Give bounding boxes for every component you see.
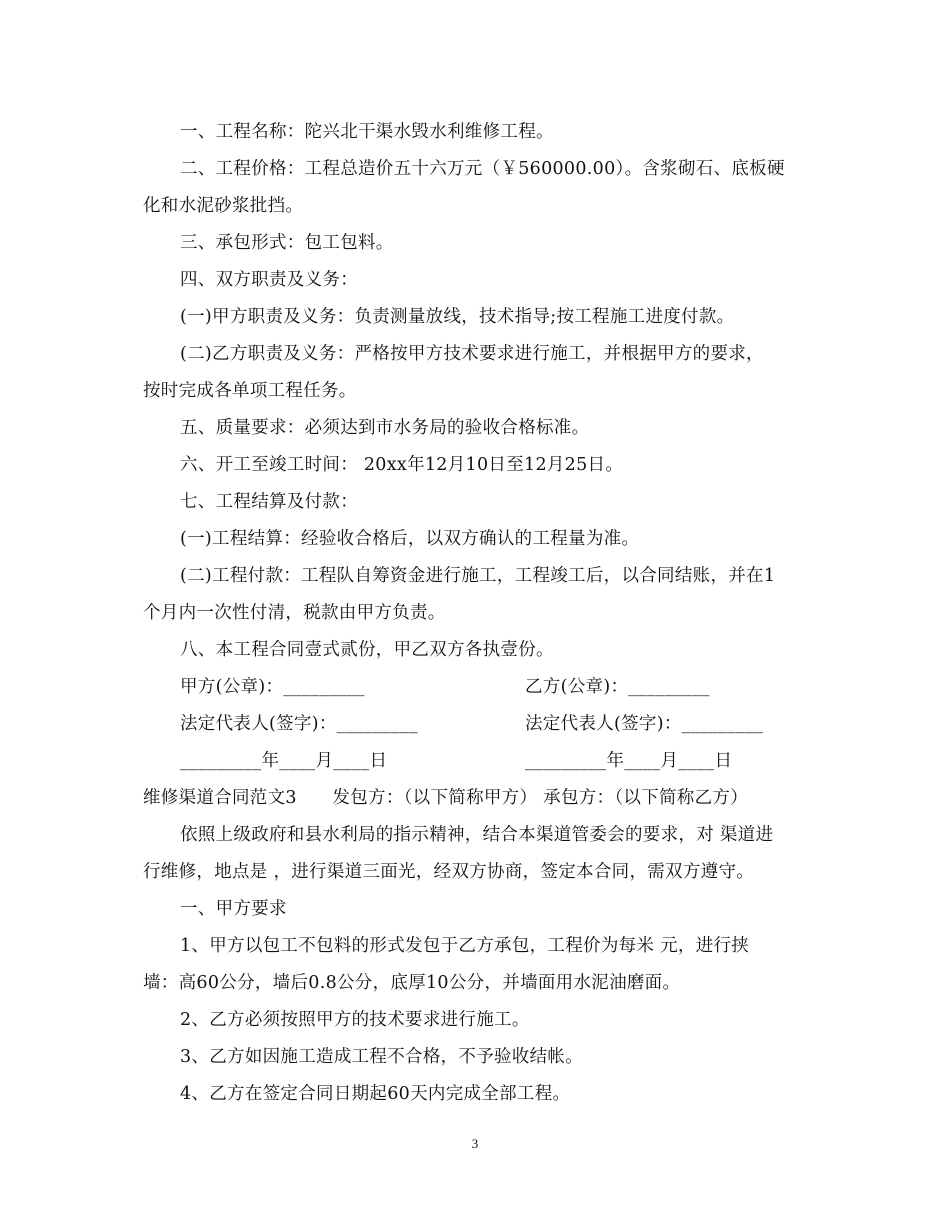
clause-project-name: 一、工程名称：陀兴北干渠水毁水利维修工程。 — [180, 122, 554, 142]
section-title-contract-3: 维修渠道合同范文3 发包方：（以下简称甲方） 承包方：（以下简称乙方） — [143, 788, 748, 808]
party-a-seal-field: 甲方(公章)：_________ — [180, 677, 365, 697]
intro-paragraph-cont: 行维修，地点是 ，进行渠道三面光，经双方协商，签定本合同，需双方遵守。 — [143, 862, 755, 882]
signature-row-seal — [0, 675, 950, 699]
requirement-4: 4、乙方在签定合同日期起60天内完成全部工程。 — [180, 1084, 571, 1104]
requirement-2: 2、乙方必须按照甲方的技术要求进行施工。 — [180, 1010, 530, 1030]
intro-paragraph: 依照上级政府和县水利局的指示精神，结合本渠道管委会的要求，对 渠道进 — [180, 825, 774, 845]
clause-schedule: 六、开工至竣工时间： 20xx年12月10日至12月25日。 — [180, 455, 624, 475]
clause-copies: 八、本工程合同壹式贰份，甲乙双方各执壹份。 — [180, 640, 554, 660]
party-b-rep-field: 法定代表人(签字)：_________ — [525, 714, 764, 734]
party-b-date-field: _________年____月____日 — [525, 751, 733, 771]
party-a-requirements-heading: 一、甲方要求 — [180, 899, 287, 919]
signature-row-date — [0, 749, 950, 773]
clause-contract-form: 三、承包形式：包工包料。 — [180, 233, 394, 253]
clause-project-price-cont: 化和水泥砂浆批挡。 — [143, 196, 304, 216]
requirement-1-cont: 墙：高60公分，墙后0.8公分，底厚10公分，并墙面用水泥油磨面。 — [143, 973, 681, 993]
clause-party-b-duties-cont: 按时完成各单项工程任务。 — [143, 381, 357, 401]
clause-payment-cont: 个月内一次性付清，税款由甲方负责。 — [143, 603, 446, 623]
clause-duties-heading: 四、双方职责及义务： — [180, 270, 358, 290]
clause-party-b-duties: (二)乙方职责及义务：严格按甲方技术要求进行施工，并根据甲方的要求， — [180, 344, 764, 364]
clause-settlement-heading: 七、工程结算及付款： — [180, 492, 358, 512]
party-a-rep-field: 法定代表人(签字)：_________ — [180, 714, 419, 734]
clause-project-price: 二、工程价格：工程总造价五十六万元（￥560000.00）。含浆砌石、底板硬 — [180, 159, 785, 179]
clause-settlement: (一)工程结算：经验收合格后，以双方确认的工程量为准。 — [180, 529, 640, 549]
signature-row-rep — [0, 712, 950, 736]
requirement-1: 1、甲方以包工不包料的形式发包于乙方承包，工程价为每米 元，进行挟 — [180, 936, 750, 956]
clause-party-a-duties: (一)甲方职责及义务：负责测量放线，技术指导;按工程施工进度付款。 — [180, 307, 735, 327]
party-b-seal-field: 乙方(公章)：_________ — [525, 677, 710, 697]
clause-payment: (二)工程付款：工程队自筹资金进行施工，工程竣工后，以合同结账，并在1 — [180, 566, 776, 586]
requirement-3: 3、乙方如因施工造成工程不合格，不予验收结帐。 — [180, 1047, 584, 1067]
party-a-date-field: _________年____月____日 — [180, 751, 388, 771]
clause-quality: 五、质量要求：必须达到市水务局的验收合格标准。 — [180, 418, 590, 438]
page-number: 3 — [471, 1136, 479, 1151]
